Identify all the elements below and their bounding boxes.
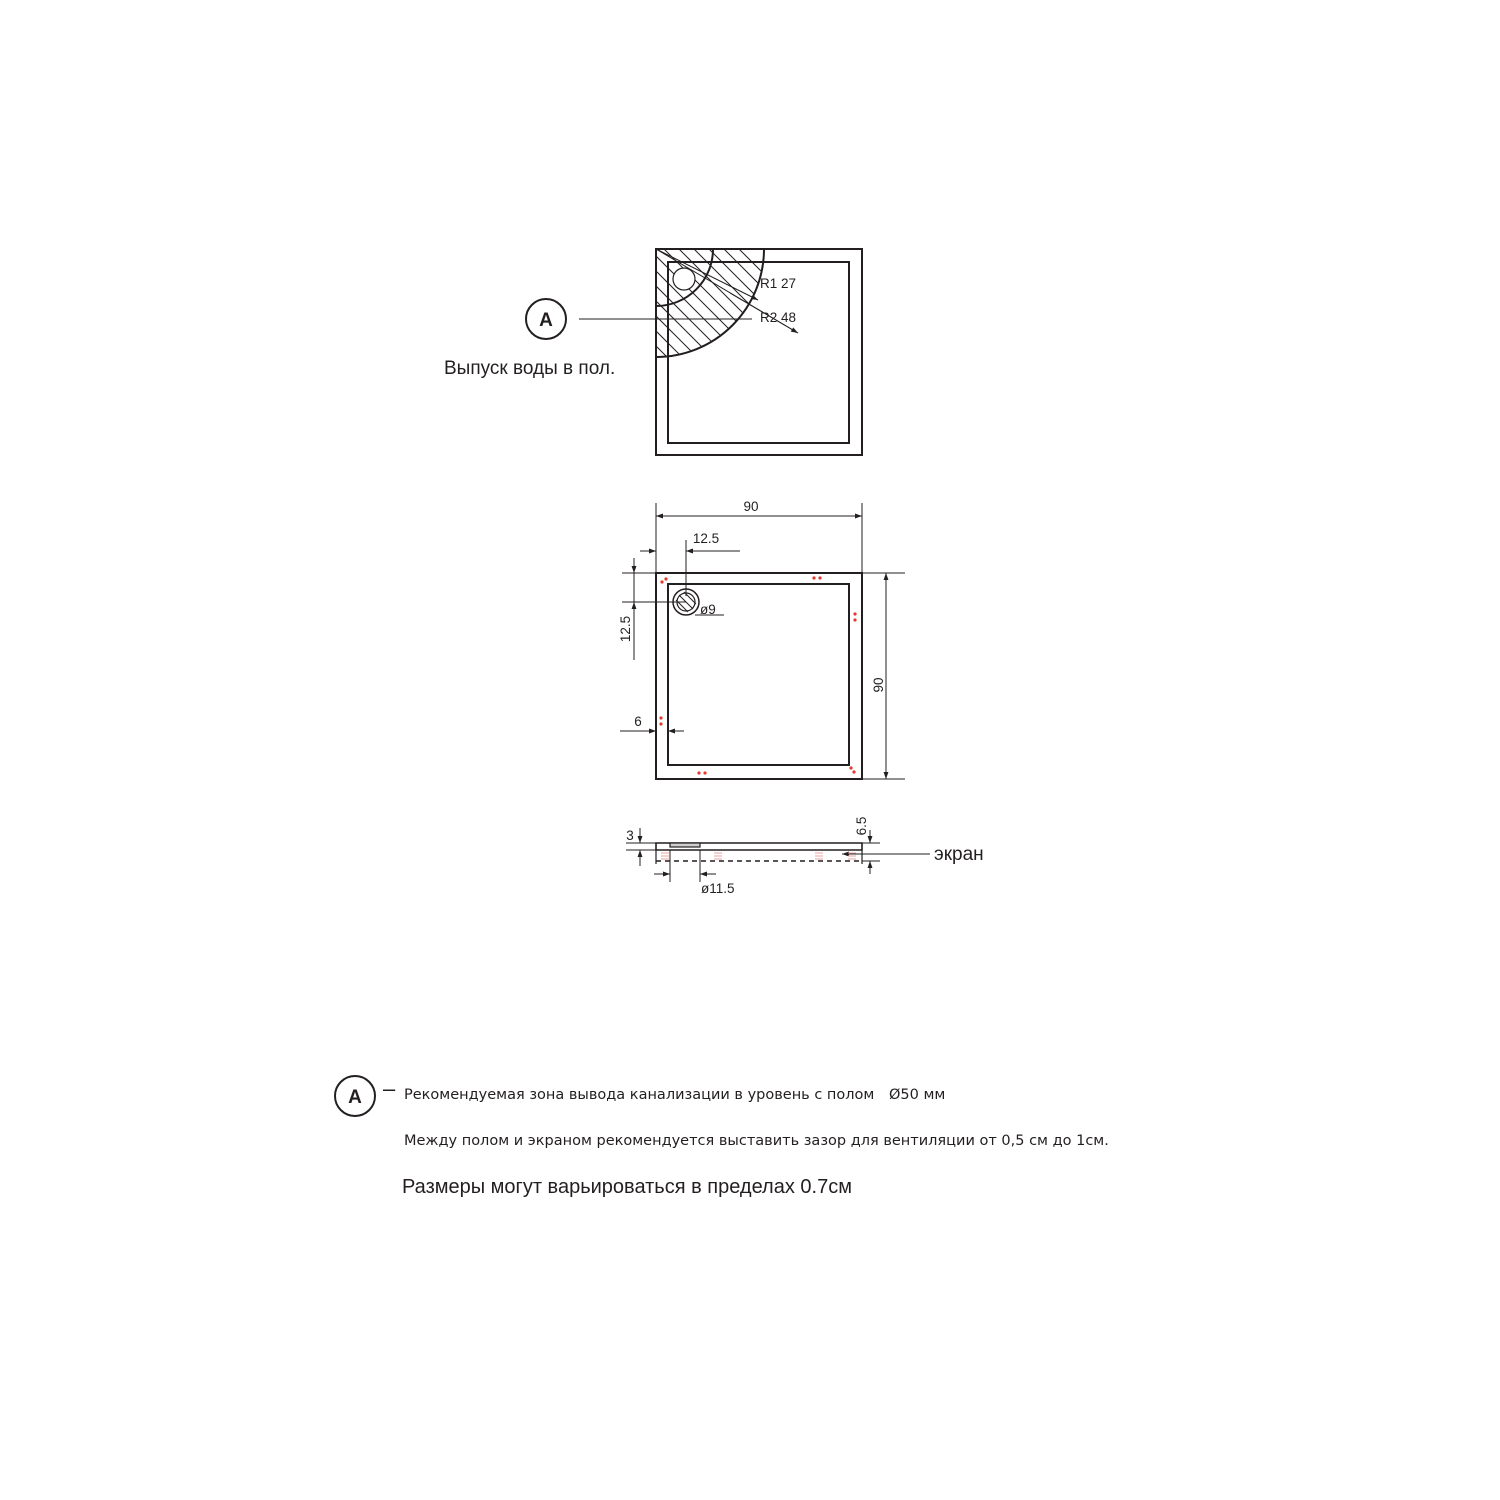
callout-a-letter: A	[539, 310, 553, 331]
drain-x-label: 12.5	[692, 531, 720, 546]
outlet-profile	[670, 843, 700, 847]
side-view	[626, 828, 930, 882]
legend-marker-letter: A	[348, 1087, 362, 1108]
top-view-outer-outline	[656, 573, 862, 779]
legend-zone-text: Рекомендуемая зона вывода канализации в уровень с полом	[404, 1087, 875, 1103]
base-height-label: 3	[626, 828, 634, 843]
radius-1-label: R1 27	[760, 276, 797, 291]
legend-line-2: Между полом и экраном рекомендуется выставить зазор для вентиляции от 0,5 см до 1см.	[404, 1133, 1109, 1149]
legend-line-1	[404, 1087, 945, 1103]
floor-outlet-caption: Выпуск воды в пол.	[444, 358, 616, 379]
screen-label: экран	[934, 844, 984, 865]
legend-dash: –	[383, 1076, 396, 1101]
drain-circle	[673, 268, 695, 290]
radius-2-label: R2 48	[760, 310, 797, 325]
drain-zone-hatching	[510, 215, 905, 415]
height-label: 90	[871, 677, 886, 693]
side-fixing-markers	[661, 853, 856, 859]
drain-diameter-label: ø9	[700, 602, 716, 617]
fixing-point-markers	[659, 576, 856, 774]
width-label: 90	[743, 499, 759, 514]
rim-label: 6	[634, 714, 642, 729]
top-view	[620, 503, 905, 779]
outlet-diameter-label: ø11.5	[701, 881, 735, 896]
drain-y-label: 12.5	[618, 615, 633, 643]
legend-line-3: Размеры могут варьироваться в пределах 0.7см	[402, 1176, 852, 1198]
legend-zone-size: Ø50 мм	[888, 1087, 946, 1103]
total-height-label: 6.5	[854, 816, 869, 836]
plan-view	[510, 215, 905, 455]
